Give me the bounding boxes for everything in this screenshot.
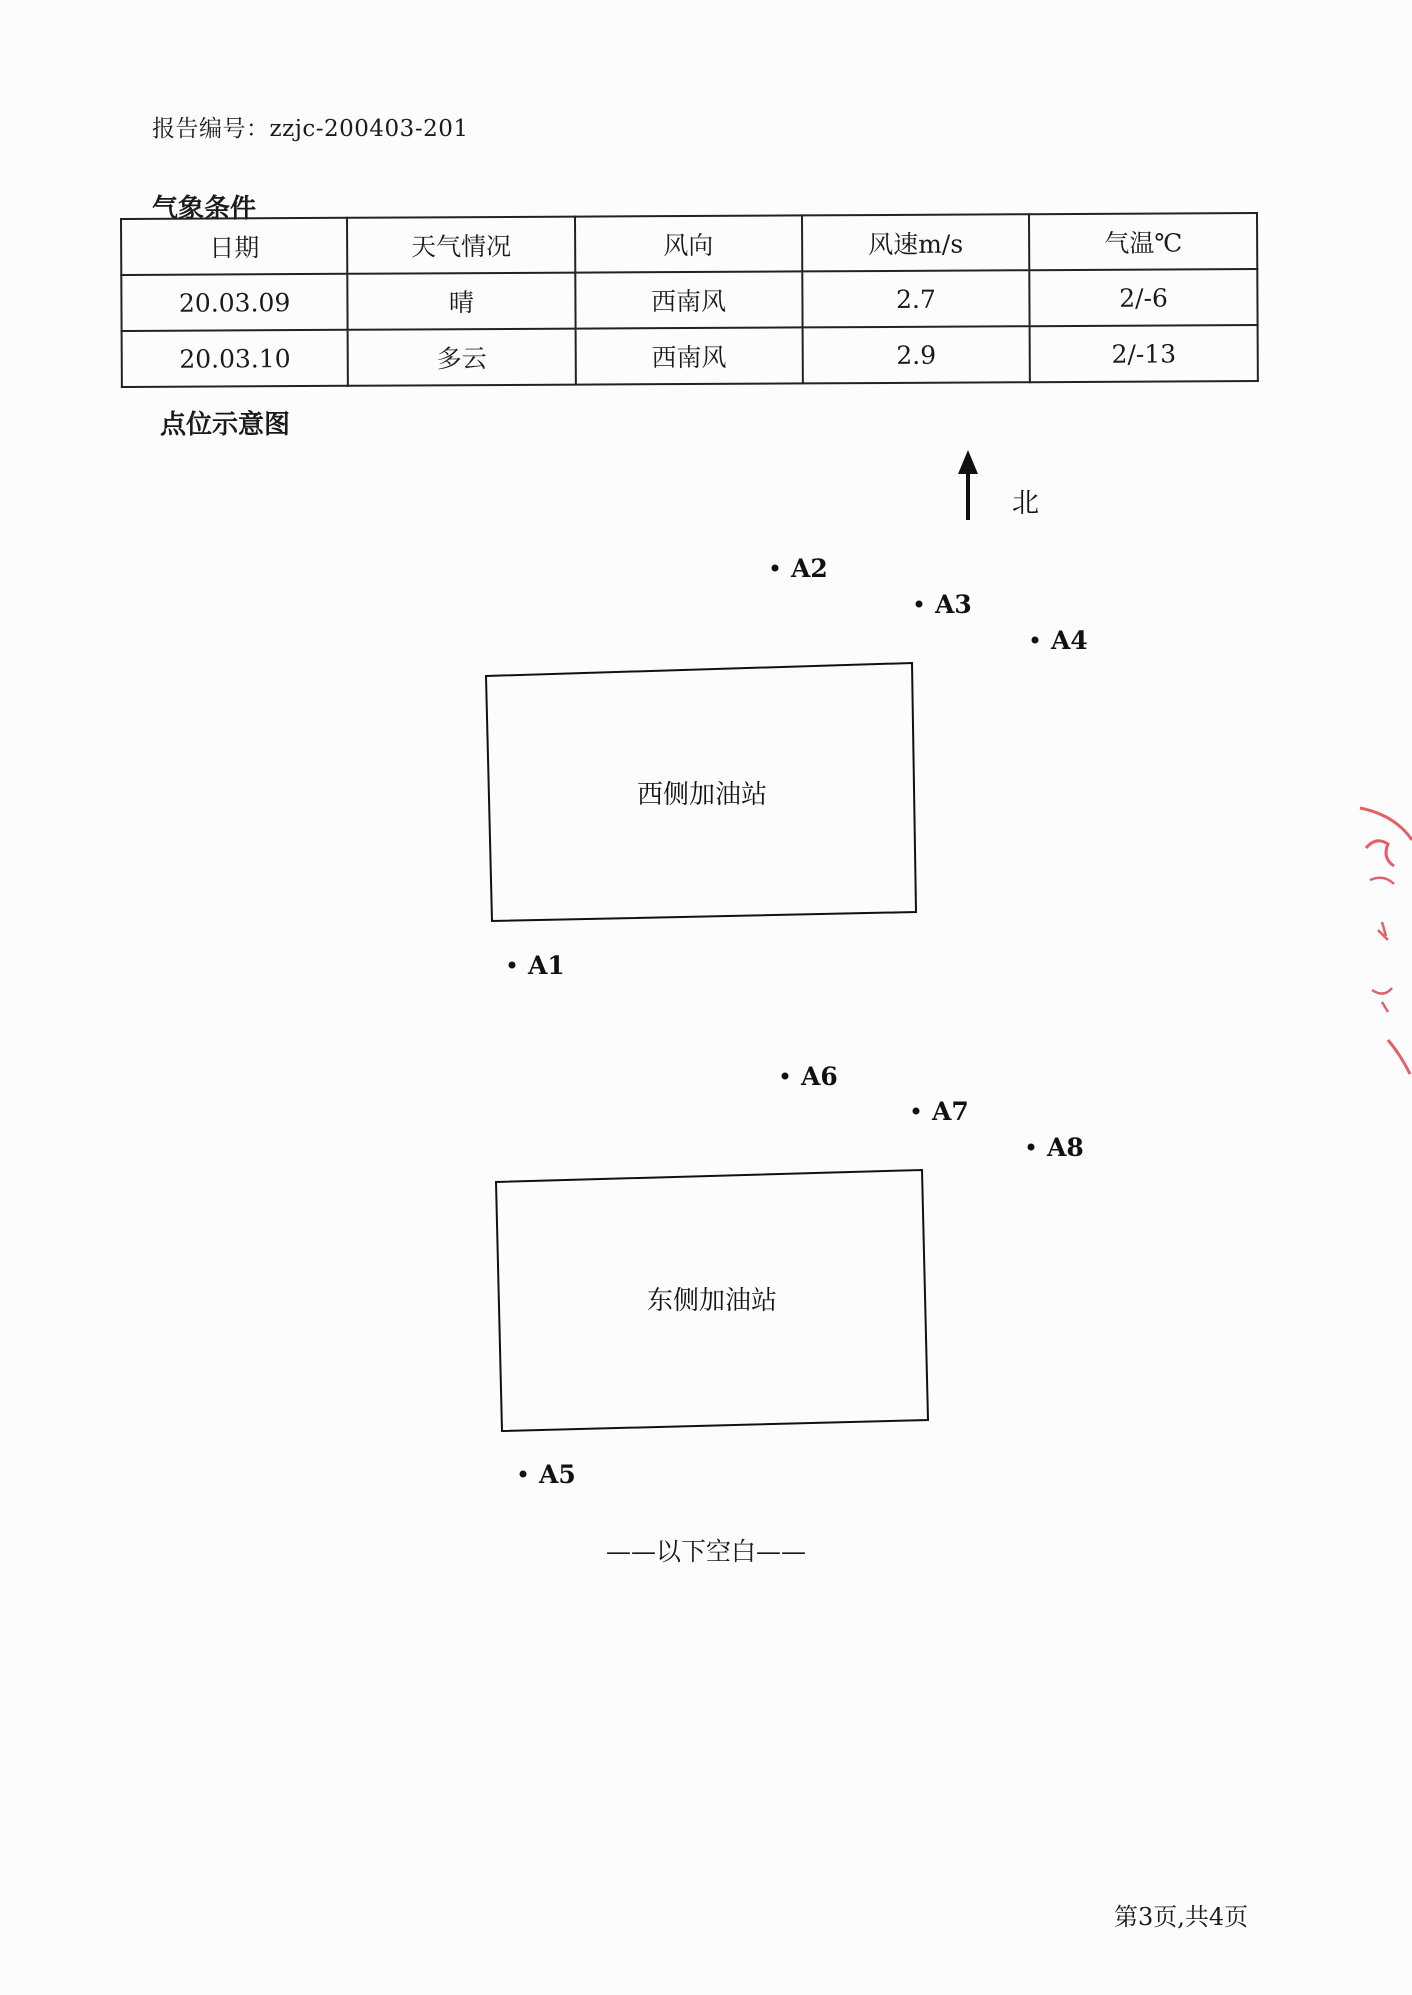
sampling-point-a1 (509, 951, 565, 980)
official-seal-stamp (1360, 808, 1412, 1074)
sampling-point-a2 (772, 554, 828, 583)
sampling-point-a3 (916, 590, 972, 619)
map-section-title: 点位示意图 (160, 410, 291, 440)
west-station-label: 西侧加油站 (636, 780, 768, 810)
svg-text:A7: A7 (932, 1097, 969, 1126)
cell-wind-speed: 2.9 (802, 326, 1030, 383)
east-station-label: 东侧加油站 (646, 1286, 778, 1316)
cell-temperature: 2/-6 (1030, 269, 1258, 326)
west-station-outline (486, 663, 916, 921)
svg-text:A8: A8 (1047, 1133, 1084, 1162)
cell-weather: 多云 (348, 329, 575, 386)
cell-weather: 晴 (348, 273, 575, 330)
cell-temperature: 2/-13 (1030, 325, 1258, 382)
cell-wind-direction: 西南风 (575, 327, 802, 384)
cell-date: 20.03.10 (122, 330, 349, 387)
header-temperature: 气温℃ (1029, 213, 1257, 270)
sampling-point-a4 (1032, 626, 1088, 655)
svg-text:A2: A2 (791, 554, 828, 583)
table-header-row (121, 213, 1257, 275)
cell-date: 20.03.09 (121, 274, 348, 331)
header-date: 日期 (121, 218, 348, 275)
report-number: 报告编号：zzjc-200403-201 (152, 116, 469, 142)
svg-text:A1: A1 (528, 951, 565, 980)
svg-text:A6: A6 (801, 1062, 838, 1091)
header-wind-speed: 风速m/s (802, 214, 1030, 271)
sampling-point-a5 (520, 1460, 576, 1489)
sampling-point-a6 (782, 1062, 838, 1091)
table-row (121, 269, 1257, 331)
header-weather: 天气情况 (347, 217, 574, 274)
svg-text:A5: A5 (539, 1460, 576, 1489)
cell-wind-speed: 2.7 (802, 270, 1030, 327)
cell-wind-direction: 西南风 (575, 271, 802, 328)
header-wind-direction: 风向 (575, 215, 802, 272)
blank-below-note: ——以下空白—— (605, 1537, 806, 1566)
weather-section-title: 气象条件 (152, 194, 257, 224)
weather-table (120, 212, 1259, 388)
page-number: 第3页,共4页 (1114, 1903, 1249, 1931)
north-label: 北 (1012, 488, 1039, 519)
east-station-outline (496, 1170, 928, 1431)
svg-text:A4: A4 (1051, 626, 1088, 655)
svg-text:A3: A3 (935, 590, 972, 619)
sampling-point-a8 (1028, 1133, 1084, 1162)
north-arrow-icon (958, 450, 978, 520)
sampling-point-a7 (913, 1097, 969, 1126)
table-row (122, 325, 1258, 387)
